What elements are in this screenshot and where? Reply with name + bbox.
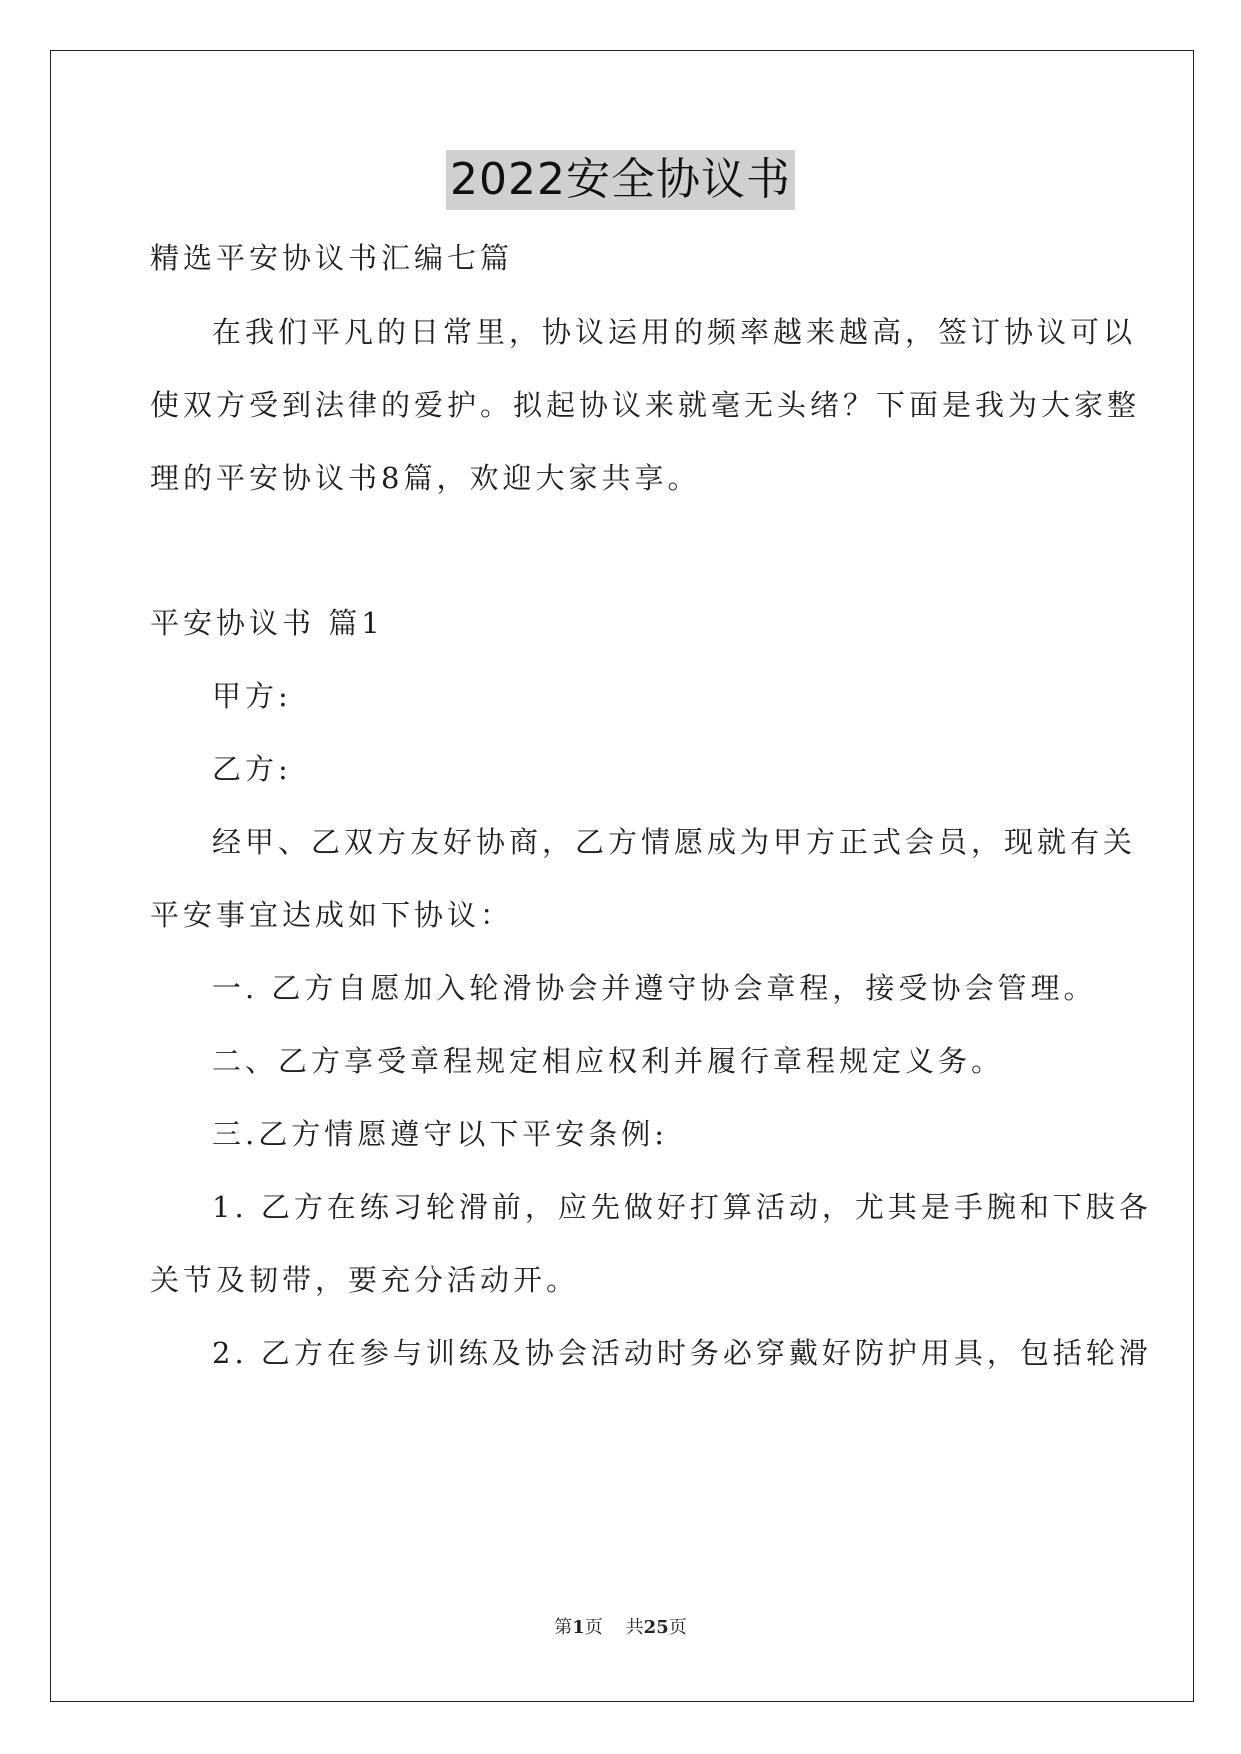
preamble-line-1: 经甲、乙双方友好协商，乙方情愿成为甲方正式会员，现就有关 [212, 825, 1137, 859]
page-border [50, 50, 1194, 1702]
intro-line-1: 在我们平凡的日常里，协议运用的频率越来越高，签订协议可以 [212, 315, 1137, 349]
footer-page-suffix: 页 [668, 1617, 687, 1638]
section-heading: 平安协议书 篇1 [150, 606, 384, 640]
document-title: 2022安全协议书 [446, 150, 795, 210]
party-a-label: 甲方: [212, 679, 292, 713]
subtitle: 精选平安协议书汇编七篇 [150, 241, 514, 275]
page-footer [0, 1616, 1241, 1640]
footer-page-mid: 页 共 [584, 1617, 644, 1638]
item-2-line-1: 2. 乙方在参与训练及协会活动时务必穿戴好防护用具，包括轮滑 [212, 1336, 1152, 1370]
clause-1: 一. 乙方自愿加入轮滑协会并遵守协会章程，接受协会管理。 [212, 971, 1097, 1005]
intro-line-2: 使双方受到法律的爱护。拟起协议来就毫无头绪？下面是我为大家整 [150, 388, 1141, 422]
party-b-label: 乙方: [212, 752, 292, 786]
clause-2: 二、乙方享受章程规定相应权利并履行章程规定义务。 [212, 1044, 1005, 1078]
item-1-line-2: 关节及韧带，要充分活动开。 [150, 1263, 580, 1297]
footer-page-number: 1 [572, 1617, 585, 1638]
footer-total-pages: 25 [643, 1617, 669, 1638]
intro-line-3: 理的平安协议书8篇，欢迎大家共享。 [150, 461, 701, 495]
title-container [0, 150, 1241, 210]
clause-3: 三.乙方情愿遵守以下平安条例: [212, 1117, 668, 1151]
preamble-line-2: 平安事宜达成如下协议： [150, 898, 514, 932]
item-1-line-1: 1. 乙方在练习轮滑前，应先做好打算活动，尤其是手腕和下肢各 [212, 1190, 1152, 1224]
footer-page-prefix: 第 [554, 1617, 573, 1638]
